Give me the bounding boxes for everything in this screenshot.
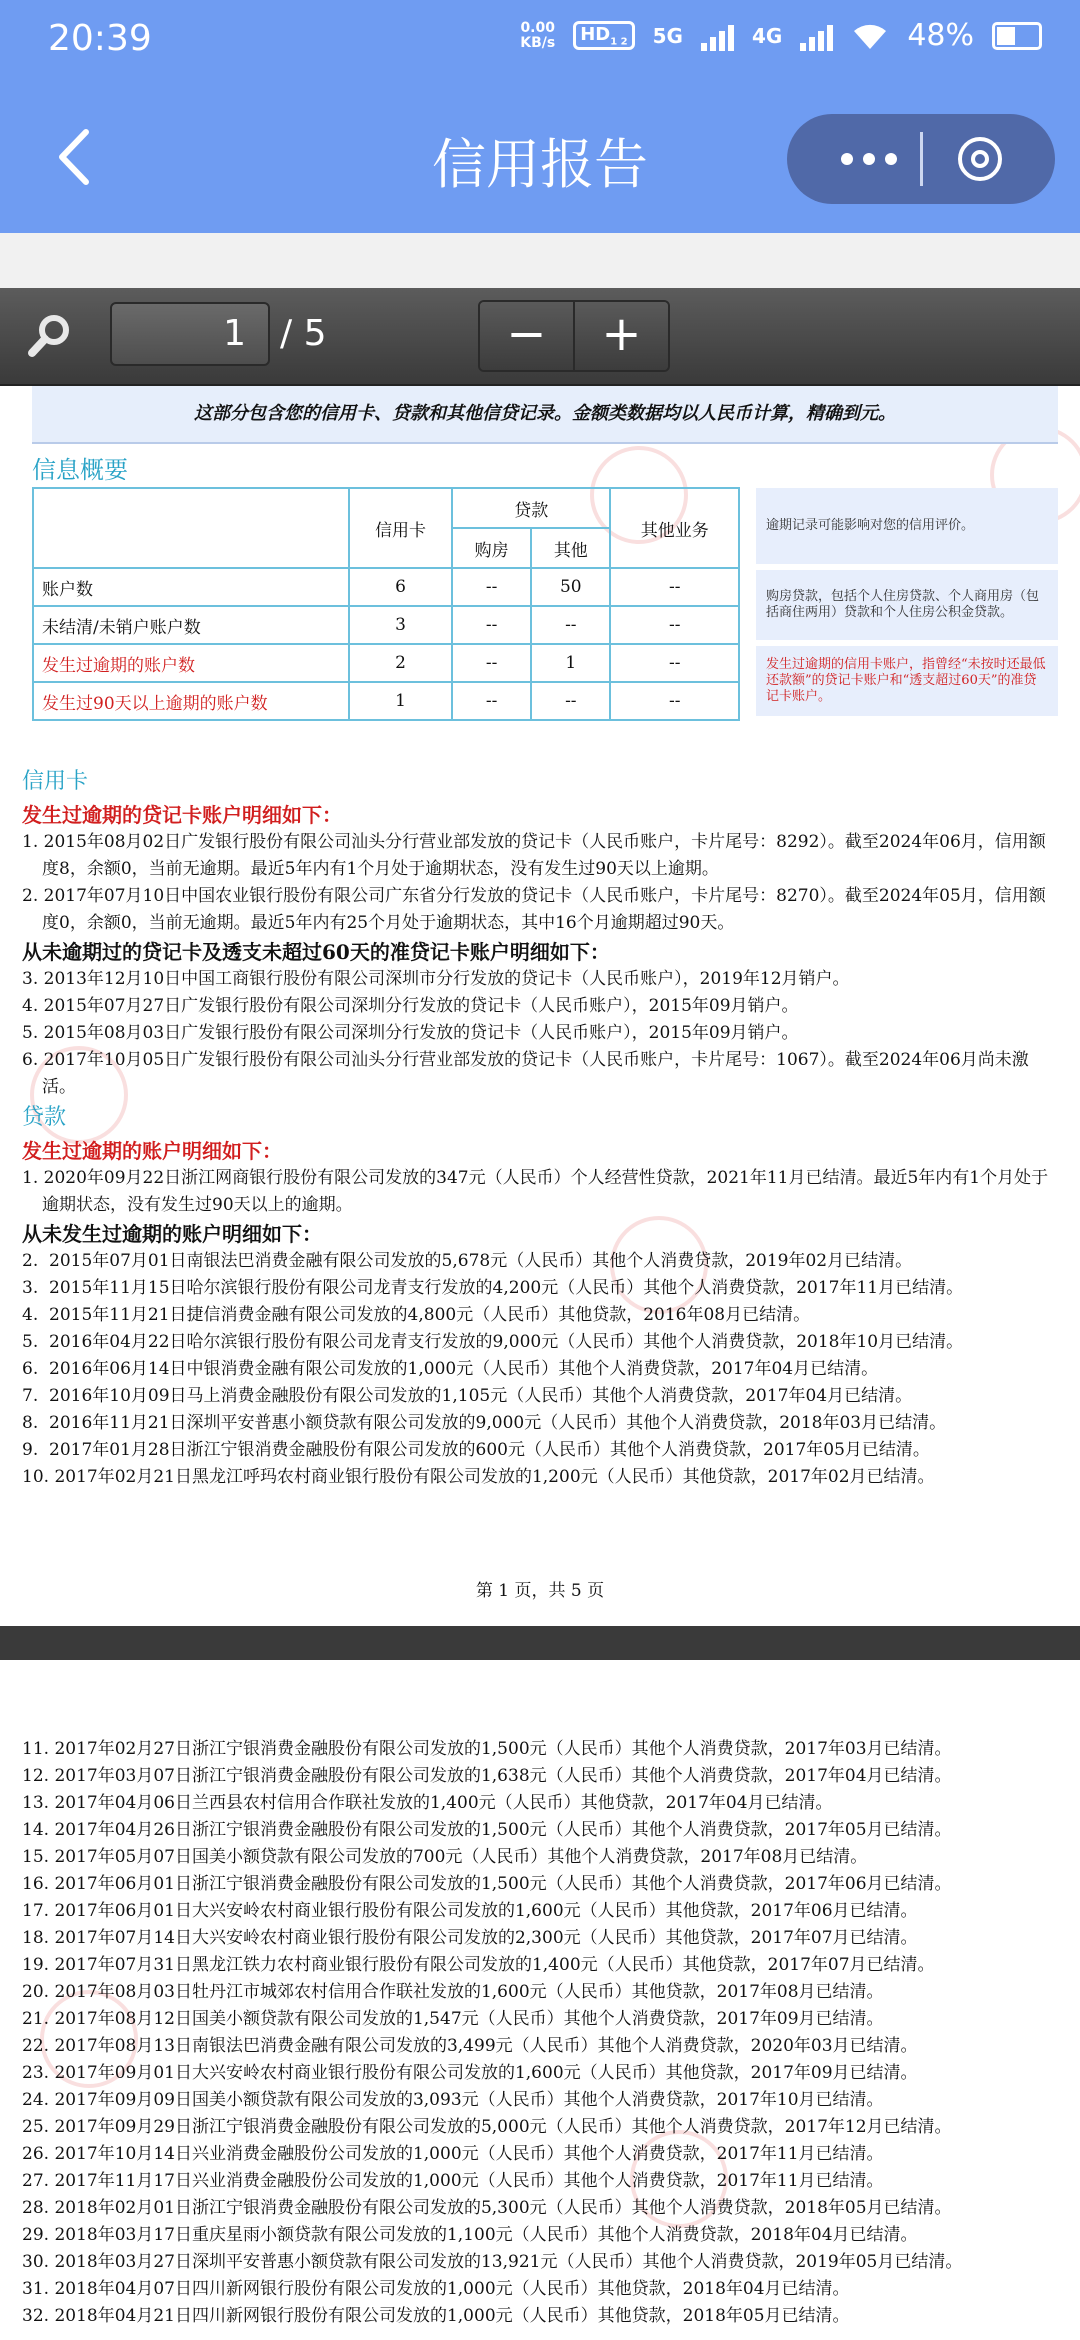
list-item: 13. 2017年04月06日兰西县农村信用合作联社发放的1,400元（人民币）其他贷款，2017年04月已结清。 — [22, 1793, 833, 1813]
list-item: 2. 2017年07月10日中国农业银行股份有限公司广东省分行发放的贷记卡（人民币账户，卡片尾号：8270）。截至2024年05月，信用额度0，余额0，当前无逾期。最近5年内有25个月处于逾期状态，其中16个月逾期超过90天。 — [22, 886, 1046, 933]
list-item: 26. 2017年10月14日兴业消费金融股份公司发放的1,000元（人民币）其他个人消费贷款，2017年11月已结清。 — [22, 2144, 884, 2164]
list-item: 30. 2018年03月27日深圳平安普惠小额贷款有限公司发放的13,921元（人民币）其他个人消费贷款，2019年05月已结清。 — [22, 2252, 963, 2272]
hd-voice-icon: $HD_{1 2}$ — [573, 21, 634, 51]
loan-section-title: 贷款 — [22, 1105, 67, 1130]
pdf-toolbar — [0, 288, 1080, 386]
page-footer: 第 1 页，共 5 页 — [475, 1581, 605, 1601]
loan-ok-title: 从未发生过逾期的账户明细如下： — [22, 1222, 322, 1246]
pdf-page-2 — [0, 1660, 1080, 2340]
header-loan: 贷款 — [452, 488, 610, 528]
page-total: / 5 — [280, 313, 327, 354]
list-item: 9. 2017年01月28日浙江宁银消费金融股份有限公司发放的600元（人民币）其他个人消费贷款，2017年05月已结清。 — [22, 1440, 930, 1460]
loan-overdue-list — [22, 1165, 1062, 1219]
list-item: 6. 2017年10月05日广发银行股份有限公司汕头分行营业部发放的贷记卡（人民币账户，卡片尾号：1067）。截至2024年06月尚未激活。 — [22, 1050, 1029, 1097]
table-row: 账户数 6 -- 50 -- — [33, 568, 739, 606]
zoom-controls — [478, 300, 670, 372]
list-item: 15. 2017年05月07日国美小额贷款有限公司发放的700元（人民币）其他个人消费贷款，2017年08月已结清。 — [22, 1847, 868, 1867]
page-separator — [0, 1626, 1080, 1660]
list-item: 1. 2015年08月02日广发银行股份有限公司汕头分行营业部发放的贷记卡（人民币账户，卡片尾号：8292）。截至2024年06月，信用额度8，余额0，当前无逾期。最近5年内有1个月处于逾期状态，没有发生过90天以上逾期。 — [22, 832, 1046, 879]
page-number-input[interactable]: 1 — [110, 302, 270, 366]
capsule-divider — [920, 132, 923, 186]
list-item: 31. 2018年04月07日四川新网银行股份有限公司发放的1,000元（人民币）其他贷款，2018年04月已结清。 — [22, 2279, 850, 2299]
summary-title: 信息概要 — [32, 456, 128, 484]
list-item: 20. 2017年08月03日牡丹江市城郊农村信用合作联社发放的1,600元（人民币）其他贷款，2017年08月已结清。 — [22, 1982, 884, 2002]
list-item: 32. 2018年04月21日四川新网银行股份有限公司发放的1,000元（人民币）其他贷款，2018年05月已结清。 — [22, 2306, 850, 2326]
list-item: 7. 2016年10月09日马上消费金融股份有限公司发放的1,105元（人民币）其他个人消费贷款，2017年04月已结清。 — [22, 1386, 913, 1406]
cc-ok-title: 从未逾期过的贷记卡及透支未超过60天的准贷记卡账户明细如下： — [22, 940, 610, 964]
header-other-business: 其他业务 — [610, 488, 739, 568]
list-item: 16. 2017年06月01日浙江宁银消费金融股份有限公司发放的1,500元（人民币）其他个人消费贷款，2017年06月已结清。 — [22, 1874, 952, 1894]
list-item: 8. 2016年11月21日深圳平安普惠小额贷款有限公司发放的9,000元（人民币）其他个人消费贷款，2018年03月已结清。 — [22, 1413, 947, 1433]
mini-program-capsule — [787, 114, 1055, 204]
list-item: 10. 2017年02月21日黑龙江呼玛农村商业银行股份有限公司发放的1,200元（人民币）其他贷款，2017年02月已结清。 — [22, 1467, 935, 1487]
note-overdue: 逾期记录可能影响对您的信用评价。 — [756, 488, 1058, 564]
cc-overdue-title: 发生过逾期的贷记卡账户明细如下： — [22, 803, 342, 827]
cc-overdue-list — [22, 829, 1062, 937]
list-item: 4. 2015年07月27日广发银行股份有限公司深圳分行发放的贷记卡（人民币账户），2015年09月销户。 — [22, 996, 799, 1016]
list-item: 21. 2017年08月12日国美小额贷款有限公司发放的1,547元（人民币）其他个人消费贷款，2017年09月已结清。 — [22, 2009, 884, 2029]
more-dots-icon[interactable] — [827, 134, 911, 184]
list-item: 5. 2016年04月22日哈尔滨银行股份有限公司龙青支行发放的9,000元（人民币）其他个人消费贷款，2018年10月已结清。 — [22, 1332, 964, 1352]
list-item: 4. 2015年11月21日捷信消费金融有限公司发放的4,800元（人民币）其他贷款，2016年08月已结清。 — [22, 1305, 811, 1325]
list-item: 29. 2018年03月17日重庆星雨小额贷款有限公司发放的1,100元（人民币）其他个人消费贷款，2018年04月已结清。 — [22, 2225, 918, 2245]
table-row: 发生过90天以上逾期的账户数 1 -- -- -- — [33, 682, 739, 720]
list-item: 5. 2015年08月03日广发银行股份有限公司深圳分行发放的贷记卡（人民币账户），2015年09月销户。 — [22, 1023, 799, 1043]
list-item: 18. 2017年07月14日大兴安岭农村商业银行股份有限公司发放的2,300元（人民币）其他贷款，2017年07月已结清。 — [22, 1928, 918, 1948]
signal-4g-label: 4G — [751, 23, 783, 48]
status-icons — [520, 18, 1042, 53]
cc-ok-list — [22, 966, 1062, 1101]
list-item: 6. 2016年06月14日中银消费金融有限公司发放的1,000元（人民币）其他个人消费贷款，2017年04月已结清。 — [22, 1359, 879, 1379]
list-item: 3. 2013年12月10日中国工商银行股份有限公司深圳市分行发放的贷记卡（人民币账户），2019年12月销户。 — [22, 969, 850, 989]
list-item: 2. 2015年07月01日南银法巴消费金融有限公司发放的5,678元（人民币）其他个人消费贷款，2019年02月已结清。 — [22, 1251, 913, 1271]
list-item: 28. 2018年02月01日浙江宁银消费金融股份有限公司发放的5,300元（人民币）其他个人消费贷款，2018年05月已结清。 — [22, 2198, 952, 2218]
loan-ok-list-continued — [22, 1736, 1062, 2330]
page-title: 信用报告 — [432, 133, 648, 196]
summary-notes — [756, 488, 1058, 722]
nav-bar — [0, 82, 1080, 233]
header-other: 其他 — [531, 528, 610, 568]
battery-percent: 48% — [907, 18, 974, 53]
wifi-icon — [851, 21, 889, 51]
close-circle-icon[interactable] — [955, 134, 1005, 184]
battery-icon — [992, 22, 1042, 50]
list-item: 17. 2017年06月01日大兴安岭农村商业银行股份有限公司发放的1,600元（人民币）其他贷款，2017年06月已结清。 — [22, 1901, 918, 1921]
list-item: 24. 2017年09月09日国美小额贷款有限公司发放的3,093元（人民币）其他个人消费贷款，2017年10月已结清。 — [22, 2090, 884, 2110]
list-item: 19. 2017年07月31日黑龙江铁力农村商业银行股份有限公司发放的1,400元（人民币）其他贷款，2017年07月已结清。 — [22, 1955, 935, 1975]
summary-table — [32, 487, 740, 721]
status-time: 20:39 — [48, 18, 152, 59]
note-housing: 购房贷款，包括个人住房贷款、个人商用房（包括商住两用）贷款和个人住房公积金贷款。 — [756, 570, 1058, 640]
note-overdue-card: 发生过逾期的信用卡账户，指曾经“未按时还最低还款额”的贷记卡账户和“透支超过60天”的准贷记卡账户。 — [756, 646, 1058, 716]
search-icon[interactable] — [26, 310, 76, 360]
status-bar — [0, 0, 1080, 82]
signal-5g-label: 5G — [652, 23, 683, 48]
table-row: 发生过逾期的账户数 2 -- 1 -- — [33, 644, 739, 682]
loan-overdue-title: 发生过逾期的账户明细如下： — [22, 1139, 282, 1163]
signal-bars-icon — [800, 21, 833, 51]
list-item: 1. 2020年09月22日浙江网商银行股份有限公司发放的347元（人民币）个人经营性贷款，2021年11月已结清。最近5年内有1个月处于逾期状态，没有发生过90天以上的逾期。 — [22, 1168, 1049, 1215]
list-item: 3. 2015年11月15日哈尔滨银行股份有限公司龙青支行发放的4,200元（人民币）其他个人消费贷款，2017年11月已结清。 — [22, 1278, 964, 1298]
table-row: 未结清/未销户账户数 3 -- -- -- — [33, 606, 739, 644]
list-item: 12. 2017年03月07日浙江宁银消费金融股份有限公司发放的1,638元（人民币）其他个人消费贷款，2017年04月已结清。 — [22, 1766, 952, 1786]
list-item: 11. 2017年02月27日浙江宁银消费金融股份有限公司发放的1,500元（人民币）其他个人消费贷款，2017年03月已结清。 — [22, 1739, 952, 1759]
zoom-out-button[interactable]: − — [480, 302, 573, 370]
credit-card-section-title: 信用卡 — [22, 769, 89, 794]
header-housing: 购房 — [452, 528, 531, 568]
spacer — [0, 233, 1080, 288]
zoom-in-button[interactable]: + — [573, 302, 668, 370]
signal-bars-icon — [701, 21, 734, 51]
app-header — [0, 0, 1080, 233]
list-item: 27. 2017年11月17日兴业消费金融股份公司发放的1,000元（人民币）其他个人消费贷款，2017年11月已结清。 — [22, 2171, 884, 2191]
list-item: 25. 2017年09月29日浙江宁银消费金融股份有限公司发放的5,000元（人民币）其他个人消费贷款，2017年12月已结清。 — [22, 2117, 952, 2137]
intro-banner: 这部分包含您的信用卡、贷款和其他信贷记录。金额类数据均以人民币计算，精确到元。 — [32, 386, 1058, 444]
net-speed: 0.00 KB/s — [520, 19, 556, 51]
list-item: 14. 2017年04月26日浙江宁银消费金融股份有限公司发放的1,500元（人民币）其他个人消费贷款，2017年05月已结清。 — [22, 1820, 952, 1840]
header-credit-card: 信用卡 — [349, 488, 452, 568]
list-item: 22. 2017年08月13日南银法巴消费金融有限公司发放的3,499元（人民币）其他个人消费贷款，2020年03月已结清。 — [22, 2036, 918, 2056]
list-item: 23. 2017年09月01日大兴安岭农村商业银行股份有限公司发放的1,600元（人民币）其他贷款，2017年09月已结清。 — [22, 2063, 918, 2083]
loan-ok-list — [22, 1248, 1062, 1491]
